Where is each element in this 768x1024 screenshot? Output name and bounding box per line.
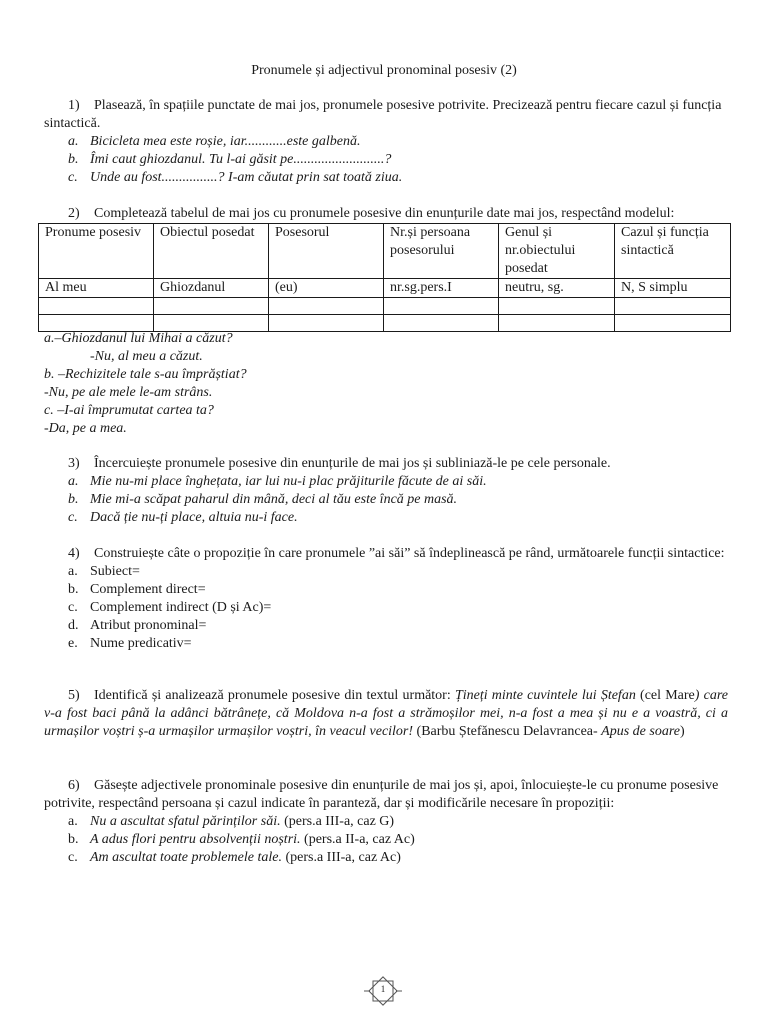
table-cell: Al meu xyxy=(39,279,154,298)
exercise-3 xyxy=(44,455,728,527)
table-cell xyxy=(269,315,384,332)
table-cell: neutru, sg. xyxy=(499,279,615,298)
exercise-1 xyxy=(44,97,728,187)
table-cell xyxy=(154,298,269,315)
list-item: c. Dacă ție nu-ți place, altuia nu-i face. xyxy=(68,510,298,525)
table-header-cell: Genul și nr.obiectului posedat xyxy=(499,224,615,279)
dialogue-line: -Nu, al meu a căzut. xyxy=(90,349,203,364)
exercise-3-instruction: 3) Încercuiește pronumele posesive din enunțurile de mai jos și subliniază-le pe cele personale. xyxy=(68,456,611,471)
exercise-5 xyxy=(44,687,728,741)
table-cell xyxy=(499,315,615,332)
table-row xyxy=(39,279,731,298)
dialogue-line: c. –I-ai împrumutat cartea ta? xyxy=(44,403,214,418)
table-row-empty xyxy=(39,315,731,332)
exercise-3-items xyxy=(44,473,728,527)
exercise-2 xyxy=(44,205,728,223)
table-cell: Ghiozdanul xyxy=(154,279,269,298)
quoted-text: Țineți minte cuvintele lui Ștefan xyxy=(454,688,636,703)
source-title: Apus de soare xyxy=(601,724,680,739)
list-item: a. Mie nu-mi place înghețata, iar lui nu-i plac prăjiturile făcute de ai săi. xyxy=(68,474,487,489)
exercise-2-instruction: 2) Completează tabelul de mai jos cu pronumele posesive din enunțurile date mai jos, respectând modelul: xyxy=(68,206,675,221)
list-item: b. A adus flori pentru absolvenții noștri. (pers.a II-a, caz Ac) xyxy=(68,832,415,847)
table-header-cell: Cazul și funcția sintactică xyxy=(615,224,731,279)
table-cell xyxy=(154,315,269,332)
page-number-badge xyxy=(362,975,404,1007)
list-item: a. Bicicleta mea este roșie, iar............este galbenă. xyxy=(68,134,361,149)
list-item: a. Nu a ascultat sfatul părinților săi. (pers.a III-a, caz G) xyxy=(68,814,395,829)
table-row-empty xyxy=(39,298,731,315)
table-cell xyxy=(615,315,731,332)
exercise-6-instruction: 6) Găsește adjectivele pronominale posesive din enunțurile de mai jos și, apoi, înlocuiește-le cu pronume posesive potrivite, respectând persoana și cazul indicate în paranteză, dar și modificările necesare în propoziții: xyxy=(44,778,719,811)
exercise-4 xyxy=(44,545,728,653)
dialogue-line: -Nu, pe ale mele le-am strâns. xyxy=(44,385,213,400)
exercise-2-dialogue xyxy=(44,330,247,438)
list-item: b. Complement direct= xyxy=(68,582,206,597)
table-cell: N, S simplu xyxy=(615,279,731,298)
list-item: c. Am ascultat toate problemele tale. (pers.a III-a, caz Ac) xyxy=(68,850,401,865)
exercise-4-instruction: 4) Construiește câte o propoziție în care pronumele ”ai săi” să îndeplinească pe rând, următoarele funcții sintactice: xyxy=(68,546,725,561)
exercise-4-items xyxy=(44,563,728,653)
list-item: c. Unde au fost................? I-am căutat prin sat toată ziua. xyxy=(68,170,403,185)
list-item: a. Subiect= xyxy=(68,564,140,579)
table-cell xyxy=(269,298,384,315)
table-cell xyxy=(384,315,499,332)
table-header-row xyxy=(39,224,731,279)
table-cell xyxy=(39,315,154,332)
page-number: 1 xyxy=(380,984,386,994)
table-header-cell: Posesorul xyxy=(269,224,384,279)
table-header-cell: Obiectul posedat xyxy=(154,224,269,279)
table-cell: (eu) xyxy=(269,279,384,298)
list-item: b. Mie mi-a scăpat paharul din mână, deci al tău este încă pe masă. xyxy=(68,492,458,507)
exercise-6-items xyxy=(44,813,728,867)
possessive-table xyxy=(38,223,731,332)
list-item: b. Îmi caut ghiozdanul. Tu l-ai găsit pe..........................? xyxy=(68,152,392,167)
table-cell xyxy=(384,298,499,315)
quoted-text: ) care v-a fost baci până la adânci bătrânețe, că Moldova n-a fost a strămoșilor mei, n-a fost a mea și nu e a voastră, ci a urmașilor voștri ș-a urmașilor urmașilor voștri, în veacul vecilor! xyxy=(44,688,728,739)
table-cell: nr.sg.pers.I xyxy=(384,279,499,298)
dialogue-line: -Da, pe a mea. xyxy=(44,421,127,436)
table-header-cell: Nr.și persoana posesorului xyxy=(384,224,499,279)
document-title: Pronumele și adjectivul pronominal posesiv (2) xyxy=(251,63,517,78)
exercise-1-instruction: 1) Plasează, în spațiile punctate de mai jos, pronumele posesive potrivite. Precizează pentru fiecare cazul și funcția sintactică. xyxy=(44,98,722,131)
exercise-5-text: 5) Identifică și analizează pronumele posesive din textul următor: Țineți minte cuvintele lui Ștefan (cel Mare) care v-a fost baci până la adânci bătrânețe, că Moldova n-a fost a strămoșilor mei, n-a fost a mea și nu e a voastră, ci a urmașilor voștri ș-a urmașilor urmașilor voștri, în veacul vecilor! (Barbu Ștefănescu Delavrancea- Apus de soare) xyxy=(44,688,728,739)
table-header-cell: Pronume posesiv xyxy=(39,224,154,279)
table-cell xyxy=(39,298,154,315)
exercise-6 xyxy=(44,777,728,867)
dialogue-line: b. –Rechizitele tale s-au împrăștiat? xyxy=(44,367,247,382)
list-item: d. Atribut pronominal= xyxy=(68,618,207,633)
table-cell xyxy=(499,298,615,315)
exercise-1-items xyxy=(44,133,728,187)
dialogue-line: a.–Ghiozdanul lui Mihai a căzut? xyxy=(44,331,233,346)
list-item: c. Complement indirect (D și Ac)= xyxy=(68,600,272,615)
list-item: e. Nume predicativ= xyxy=(68,636,192,651)
table-cell xyxy=(615,298,731,315)
